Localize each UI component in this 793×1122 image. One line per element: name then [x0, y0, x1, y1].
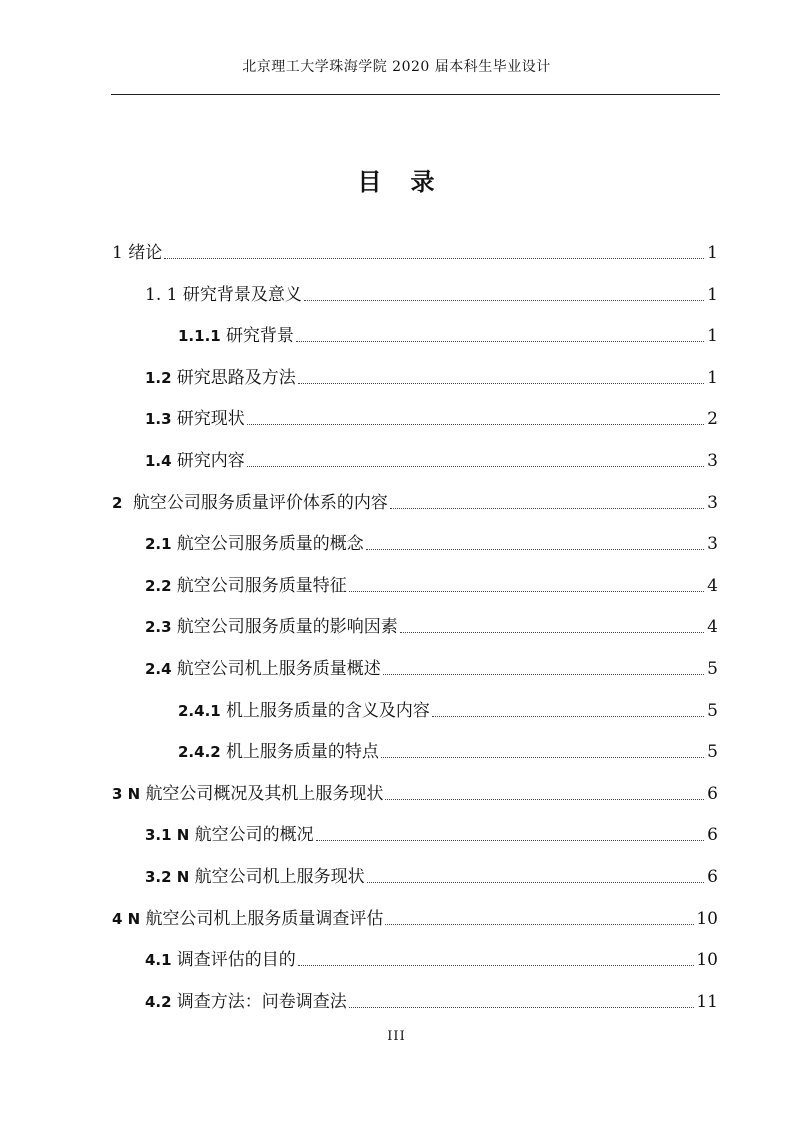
toc-entry[interactable]	[178, 737, 718, 763]
toc-entry-page: 1	[707, 367, 718, 388]
toc-entry[interactable]	[145, 945, 718, 971]
toc-leader-dots	[298, 383, 704, 384]
toc-leader-dots	[381, 757, 704, 758]
toc-leader-dots	[304, 300, 704, 301]
toc-leader-dots	[432, 716, 704, 717]
toc-entry-page: 6	[707, 825, 718, 846]
toc-entry[interactable]	[145, 404, 718, 430]
toc-entry-title: 航空公司概况及其机上服务现状	[145, 783, 384, 804]
toc-entry-page: 6	[707, 867, 718, 887]
toc-entry[interactable]	[145, 571, 718, 597]
toc-entry-page: 2	[707, 409, 718, 430]
toc-entry-number: 2.4.1	[178, 701, 226, 720]
toc-entry-number: 2.1	[145, 535, 177, 554]
toc-entry-page: 3	[707, 451, 718, 471]
toc-leader-dots	[296, 341, 704, 342]
page-number: III	[387, 1029, 406, 1044]
toc-entry-page: 4	[707, 617, 718, 638]
header-divider	[111, 94, 720, 95]
toc-entry-number: 2.4.2	[178, 743, 226, 762]
toc-entry-title: 航空公司服务质量的影响因素	[176, 617, 398, 638]
toc-entry[interactable]	[145, 862, 718, 888]
toc-entry-page: 3	[707, 492, 718, 513]
toc-entry[interactable]	[145, 612, 718, 638]
toc-entry[interactable]	[178, 696, 718, 722]
toc-entry-page: 1	[707, 284, 718, 305]
toc-leader-dots	[164, 258, 704, 259]
toc-entry-page: 1	[707, 326, 718, 347]
toc-entry-number: 2	[112, 493, 133, 512]
toc-entry-number: 1.4	[145, 452, 177, 470]
toc-entry[interactable]	[145, 820, 718, 846]
toc-leader-dots	[383, 674, 704, 675]
toc-entry-title: 机上服务质量的特点	[225, 742, 379, 763]
toc-entry-title: 航空公司机上服务质量调查评估	[145, 908, 384, 929]
toc-leader-dots	[349, 591, 704, 592]
toc-entry-number: 1.2	[145, 368, 177, 387]
toc-entry-number: 4.2	[145, 992, 177, 1011]
toc-entry-title: 研究背景及意义	[182, 284, 302, 305]
toc-entry-page: 5	[707, 659, 718, 679]
toc-leader-dots	[247, 466, 704, 467]
page-header: 北京理工大学珠海学院 2020 届本科生毕业设计	[242, 59, 551, 75]
toc-entry-title: 机上服务质量的含义及内容	[225, 700, 430, 721]
toc-entry[interactable]	[112, 488, 718, 514]
toc-entry-number: 3.2 N	[145, 868, 195, 886]
toc-leader-dots	[390, 508, 704, 509]
toc-leader-dots	[349, 1007, 695, 1008]
toc-entry[interactable]	[145, 529, 718, 555]
toc-entry[interactable]	[145, 363, 718, 389]
toc-entry[interactable]	[145, 446, 718, 472]
toc-entry-number: 1. 1	[145, 284, 183, 305]
toc-entry-title: 研究现状	[176, 409, 245, 430]
toc-entry-number: 2.3	[145, 618, 177, 637]
toc-leader-dots	[385, 924, 694, 925]
toc-entry-page: 5	[707, 742, 718, 763]
toc-entry-title: 绪论	[128, 243, 163, 263]
toc-entry-title: 航空公司的概况	[194, 825, 314, 846]
toc-entry[interactable]	[145, 280, 718, 306]
toc-entry-number: 4.1	[145, 951, 177, 970]
toc-leader-dots	[366, 549, 704, 550]
toc-entry-number: 2.4	[145, 660, 177, 678]
toc-leader-dots	[247, 424, 704, 425]
toc-leader-dots	[400, 632, 704, 633]
toc-leader-dots	[316, 840, 704, 841]
toc-entry-page: 6	[707, 783, 718, 804]
toc-entry[interactable]	[145, 654, 718, 680]
toc-entry-title: 航空公司机上服务质量概述	[176, 659, 381, 679]
toc-leader-dots	[298, 965, 695, 966]
toc-entry-page: 4	[707, 575, 718, 596]
toc-entry[interactable]	[178, 321, 718, 347]
toc-entry-number: 4 N	[112, 909, 146, 928]
toc-entry-page: 10	[696, 908, 718, 929]
toc-entry-title: 航空公司服务质量的概念	[176, 534, 364, 555]
toc-entry-number: 1.3	[145, 410, 177, 429]
toc-entry[interactable]	[112, 238, 718, 264]
toc-entry-title: 研究内容	[176, 451, 245, 471]
page-title: 目 录	[357, 167, 436, 196]
toc-leader-dots	[385, 799, 704, 800]
toc-entry[interactable]	[112, 779, 718, 805]
toc-entry-page: 10	[696, 950, 718, 971]
toc-entry-number: 2.2	[145, 576, 177, 595]
toc-entry-page: 3	[707, 534, 718, 555]
toc-entry-title: 调查评估的目的	[176, 950, 296, 971]
toc-entry-page: 1	[707, 243, 718, 263]
toc-entry-title: 航空公司服务质量评价体系的内容	[132, 492, 388, 513]
toc-entry[interactable]	[145, 987, 718, 1013]
toc-entry[interactable]	[112, 904, 718, 930]
toc-entry-page: 11	[696, 991, 718, 1012]
toc-entry-number: 1.1.1	[178, 327, 226, 346]
toc-entry-title: 研究背景	[225, 326, 294, 347]
toc-entry-number: 3.1 N	[145, 826, 195, 845]
toc-entry-number: 1	[112, 243, 129, 263]
toc-entry-title: 调查方法：问卷调查法	[176, 991, 347, 1012]
toc-leader-dots	[367, 882, 704, 883]
toc-entry-number: 3 N	[112, 784, 146, 803]
toc-entry-title: 航空公司机上服务现状	[194, 867, 365, 887]
toc-entry-title: 研究思路及方法	[176, 367, 296, 388]
toc-entry-title: 航空公司服务质量特征	[176, 575, 347, 596]
toc-entry-page: 5	[707, 700, 718, 721]
